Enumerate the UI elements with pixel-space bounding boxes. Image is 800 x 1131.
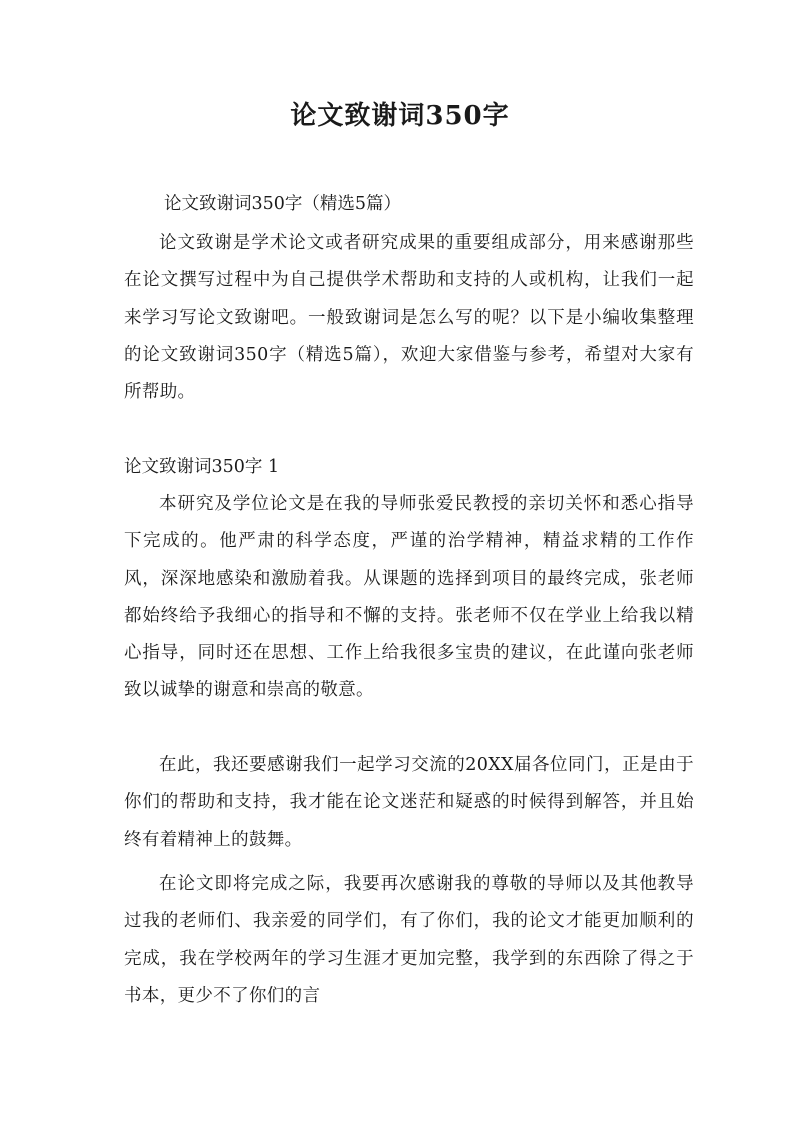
page-title: 论文致谢词350字 [290,101,510,131]
intro-paragraph: 论文致谢是学术论文或者研究成果的重要组成部分，用来感谢那些在论文撰写过程中为自己提供学术帮助和支持的人或机构，让我们一起来学习写论文致谢吧。一般致谢词是怎么写的呢？以下是小编收集整理的论文致谢词350字（精选5篇），欢迎大家借鉴与参考，希望对大家有所帮助。 [124,233,694,403]
body-paragraph: 本研究及学位论文是在我的导师张爱民教授的亲切关怀和悉心指导下完成的。他严肃的科学态度，严谨的治学精神，精益求精的工作作风，深深地感染和激励着我。从课题的选择到项目的最终完成，张老师都始终给予我细心的指导和不懈的支持。张老师不仅在学业上给我以精心指导，同时还在思想、工作上给我很多宝贵的建议，在此谨向张老师致以诚挚的谢意和崇高的敬意。 [124,494,694,701]
section-heading: 论文致谢词350字 1 [124,457,280,477]
document-subtitle: 论文致谢词350字（精选5篇） [164,194,402,214]
body-paragraph: 在论文即将完成之际，我要再次感谢我的尊敬的导师以及其他教导过我的老师们、我亲爱的同学们，有了你们，我的论文才能更加顺利的完成，我在学校两年的学习生涯才更加完整，我学到的东西除了得之于书本，更少不了你们的言 [124,874,694,1006]
body-paragraph: 在此，我还要感谢我们一起学习交流的20XX届各位同门，正是由于你们的帮助和支持，我才能在论文迷茫和疑惑的时候得到解答，并且始终有着精神上的鼓舞。 [124,755,694,850]
